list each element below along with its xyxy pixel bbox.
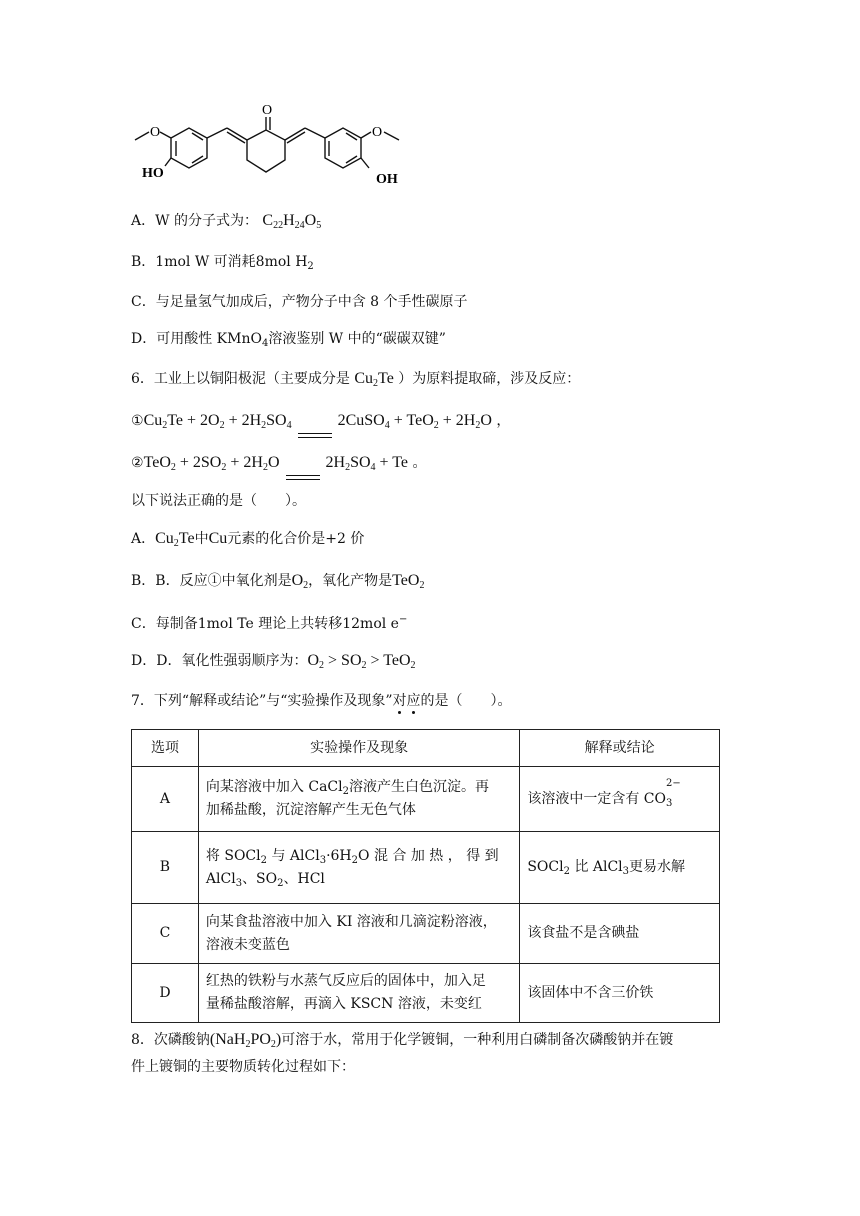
left-methoxy-oxygen-label: O (150, 125, 161, 140)
molecule-structure-diagram (131, 100, 421, 190)
q6-option-c: C．每制备1mol Te 理论上共转移12mol e− (131, 614, 408, 632)
q5-option-b: B．1mol W 可消耗8mol $H_2$ (131, 254, 314, 272)
q6-reaction-2: ②TeO$_2$ + $2SO_2 + 2H_2O$ $2H_2SO_4 + Te$ 。 (131, 454, 427, 473)
header-option: 选项 (132, 730, 199, 767)
q7-stem: 7．下列“解释或结论”与“实验操作及现象”对应的是（ ）。 (131, 693, 512, 709)
q5-option-a: A．W 的分子式为： $C_{22}H_{24}O_5$ (131, 212, 322, 231)
q6-option-a: A．$Cu_2Te$中Cu元素的化合价是+2 价 (131, 530, 365, 549)
q7-table (131, 729, 720, 1023)
q6-option-d: D．D．氧化性强弱顺序为：$O_2 > SO_2 > TeO_2$ (131, 652, 416, 671)
header-operation: 实验操作及现象 (198, 730, 519, 767)
q8-stem-line-1: 8．次磷酸钠$(NaH_2PO_2)$可溶于水，常用于化学镀铜，一种利用白磷制备次磷酸钠并在镀 (131, 1031, 674, 1050)
table-header-row (132, 730, 720, 767)
formula-c22h24o5: $C_{22}H_{24}O_5$ (262, 212, 322, 231)
q6-question: 以下说法正确的是（ ）。 (131, 493, 306, 509)
carbonyl-oxygen-label: O (262, 103, 273, 118)
table-row: A 向某溶液中加入 CaCl$_2$溶液产生白色沉淀。再 加稀盐酸，沉淀溶解产生无色气体 该溶液中一定含有 CO 2− $_3$ (132, 767, 720, 832)
table-row: C 向某食盐溶液中加入 KI 溶液和几滴淀粉溶液， 溶液未变蓝色 该食盐不是含碘盐 (132, 904, 720, 964)
right-hydroxyl-label: OH (376, 172, 398, 187)
q6-stem: 6．工业上以铜阳极泥（主要成分是 $Cu_2Te$ ）为原料提取碲，涉及反应： (131, 370, 581, 389)
q5-option-d: D．可用酸性 KMnO$_4$溶液鉴别 W 中的“碳碳双键” (131, 331, 446, 349)
right-methoxy-oxygen-label: O (372, 125, 383, 140)
q6-reaction-1: $①Cu_2Te + 2O_2 + 2H_2SO_4$ 2CuSO$_4$ + $TeO_2 + 2H_2O$ ， (131, 412, 511, 431)
molecule-bonds (135, 117, 399, 172)
q6-option-b: B．B．反应①中氧化剂是$O_2$，氧化产物是TeO$_2$ (131, 572, 425, 591)
q8-stem-line-2: 件上镀铜的主要物质转化过程如下： (131, 1059, 355, 1075)
q5-option-c: C．与足量氢气加成后，产物分子中含 8 个手性碳原子 (131, 294, 468, 310)
header-conclusion: 解释或结论 (520, 730, 720, 767)
table-row: B 将 SOCl$_2$ 与 $AlCl_3\cdot 6H_2O$ 混 合 加 热 ， 得 到 AlCl$_3$、$SO_2$、HCl SOCl$_2$ 比 AlCl$_3$更易水解 (132, 832, 720, 904)
left-hydroxyl-label: HO (142, 166, 164, 181)
table-row: D 红热的铁粉与水蒸气反应后的固体中，加入足 量稀盐酸溶解，再滴入 KSCN 溶液，未变红 该固体中不含三价铁 (132, 964, 720, 1023)
